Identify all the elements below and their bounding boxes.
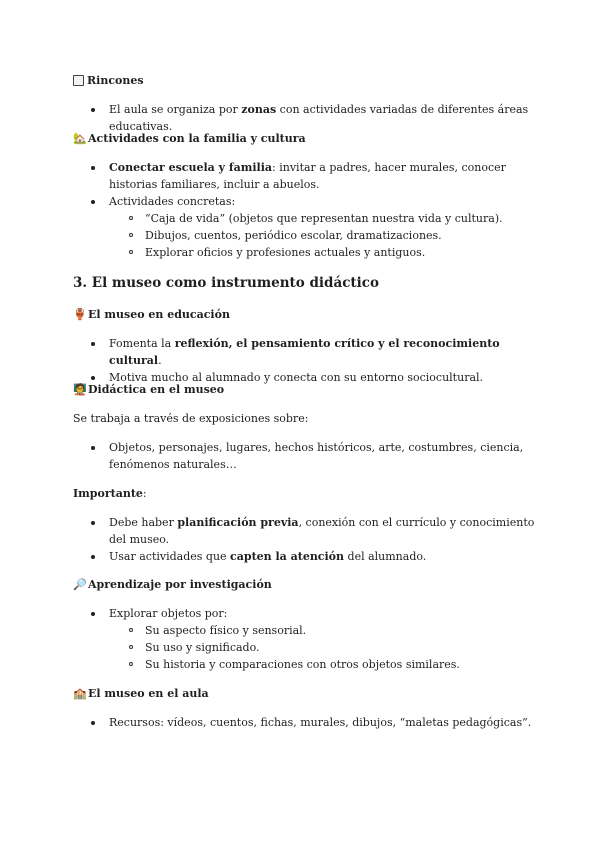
sub-list-item: Explorar oficios y profesiones actuales y antiguos. bbox=[73, 244, 540, 261]
sub-list-item: Su historia y comparaciones con otros objetos similares. bbox=[73, 656, 540, 673]
investigacion-heading: 🔎 Aprendizaje por investigación bbox=[73, 577, 272, 591]
list-item: Usar actividades que capten la atención del alumnado. bbox=[73, 548, 540, 565]
rincones-heading: Rincones bbox=[73, 72, 540, 89]
list-item: Explorar objetos por: bbox=[73, 605, 540, 622]
aula-heading: 🏫 El museo en el aula bbox=[73, 686, 209, 700]
list-item: Recursos: vídeos, cuentos, fichas, murales, dibujos, “maletas pedagógicas”. bbox=[73, 714, 540, 731]
list-item: El aula se organiza por zonas con actividades variadas de diferentes áreas educativas. bbox=[73, 101, 540, 135]
school-icon: 🏫 bbox=[73, 686, 87, 700]
aula-list bbox=[73, 714, 540, 731]
aula-heading-block bbox=[73, 685, 540, 702]
house-icon: 🏡 bbox=[73, 131, 87, 145]
amphora-icon: 🏺 bbox=[73, 307, 87, 321]
sub-list-item: “Caja de vida” (objetos que representan nuestra vida y cultura). bbox=[73, 210, 540, 227]
importante-list bbox=[73, 514, 540, 565]
list-item: Motiva mucho al alumnado y conecta con su entorno sociocultural. bbox=[73, 369, 540, 386]
museo-educacion-list bbox=[73, 335, 540, 386]
list-item: Actividades concretas: bbox=[73, 193, 540, 210]
rincones-heading-block bbox=[73, 72, 540, 89]
familia-heading: 🏡 Actividades con la familia y cultura bbox=[73, 131, 306, 145]
didactica-heading-block bbox=[73, 381, 540, 398]
familia-list bbox=[73, 159, 540, 261]
teacher-icon: 🧑‍🏫 bbox=[73, 382, 87, 396]
didactica-intro-block bbox=[73, 410, 540, 427]
didactica-heading: 🧑‍🏫 Didáctica en el museo bbox=[73, 382, 225, 396]
museo-educacion-heading-block bbox=[73, 306, 540, 323]
list-item: Fomenta la reflexión, el pensamiento crítico y el reconocimiento cultural. bbox=[73, 335, 540, 369]
museo-educacion-heading: 🏺 El museo en educación bbox=[73, 307, 230, 321]
investigacion-list bbox=[73, 605, 540, 673]
magnifier-icon: 🔎 bbox=[73, 577, 87, 591]
list-item: Objetos, personajes, lugares, hechos históricos, arte, costumbres, ciencia, fenómenos naturales… bbox=[73, 439, 540, 473]
didactica-list bbox=[73, 439, 540, 473]
familia-heading-block bbox=[73, 130, 540, 147]
sub-list-item: Su uso y significado. bbox=[73, 639, 540, 656]
sub-list-item: Dibujos, cuentos, periódico escolar, dramatizaciones. bbox=[73, 227, 540, 244]
sub-list-item: Su aspecto físico y sensorial. bbox=[73, 622, 540, 639]
importante-label: Importante: bbox=[73, 487, 147, 500]
paragraph: Se trabaja a través de exposiciones sobre: bbox=[73, 412, 309, 425]
checkbox-icon bbox=[73, 75, 84, 86]
list-item: Conectar escuela y familia: invitar a padres, hacer murales, conocer historias familiares, incluir a abuelos. bbox=[73, 159, 540, 193]
section-title: 3. El museo como instrumento didáctico bbox=[73, 275, 380, 291]
list-item: Debe haber planificación previa, conexión con el currículo y conocimiento del museo. bbox=[73, 514, 540, 548]
section-3-block bbox=[73, 275, 540, 292]
importante-block bbox=[73, 485, 540, 502]
investigacion-heading-block bbox=[73, 576, 540, 593]
